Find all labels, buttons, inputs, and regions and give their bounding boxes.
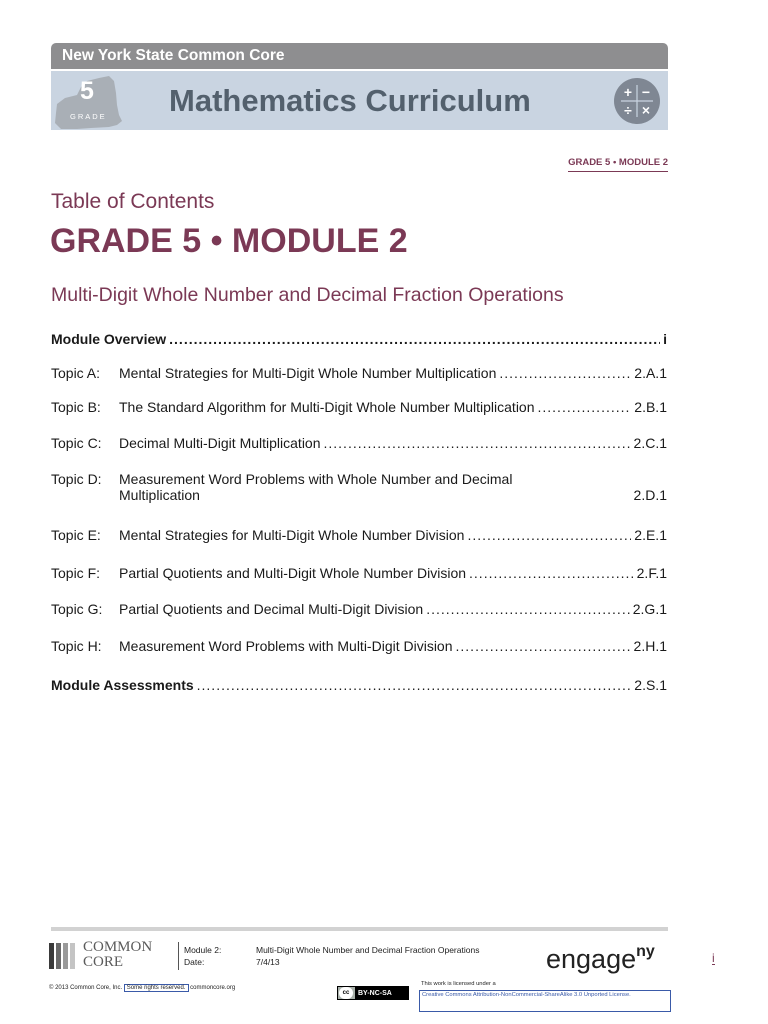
dot-leader: [324, 435, 631, 451]
dot-leader: [467, 527, 631, 543]
toc-entry-topic-b[interactable]: [51, 399, 667, 415]
date-label: Date:: [184, 957, 205, 967]
grade-word: GRADE: [70, 112, 107, 121]
dot-leader: [499, 365, 631, 381]
curriculum-banner: [51, 71, 668, 130]
toc-entry-title: Mental Strategies for Multi-Digit Whole Number Multiplication: [119, 365, 497, 381]
topic-id: Topic D:: [51, 471, 102, 487]
topic-id: Topic B:: [51, 399, 101, 415]
toc-entry-title: The Standard Algorithm for Multi-Digit Whole Number Multiplication: [119, 399, 535, 415]
common-core-wordmark: [83, 940, 152, 970]
curriculum-title: Mathematics Curriculum: [169, 83, 531, 118]
grade-module-heading: GRADE 5 • MODULE 2: [50, 222, 408, 260]
license-intro: This work is licensed under a: [421, 981, 496, 987]
toc-entry-title: Mental Strategies for Multi-Digit Whole Number Division: [119, 527, 465, 543]
toc-entry-page: 2.E.1: [634, 527, 667, 543]
dot-leader: [426, 601, 630, 617]
toc-entry-title: Partial Quotients and Decimal Multi-Digit Division: [119, 601, 424, 617]
topic-id: Topic H:: [51, 638, 102, 654]
toc-entry-module-overview[interactable]: [51, 331, 667, 347]
divide-symbol: ÷: [624, 102, 632, 118]
module-label: Module 2:: [184, 945, 222, 955]
topic-id: Topic C:: [51, 435, 102, 451]
cc-icon: cc: [339, 987, 353, 999]
toc-entry-page: 2.A.1: [634, 365, 667, 381]
engage-text: engage: [546, 944, 637, 974]
common-core-logo-icon: [49, 941, 81, 969]
copyright-text: © 2013 Common Core, Inc.: [49, 985, 123, 991]
toc-entry-title: Module Assessments: [51, 677, 194, 693]
module-value: Multi-Digit Whole Number and Decimal Fraction Operations: [256, 945, 480, 955]
toc-entry-page: 2.G.1: [632, 601, 667, 617]
toc-entry-title: Module Overview: [51, 331, 167, 347]
dot-leader: [456, 638, 631, 654]
logo-line1: COMMON: [83, 939, 153, 955]
module-subtitle: Multi-Digit Whole Number and Decimal Fraction Operations: [51, 284, 564, 306]
footer-divider: [51, 927, 668, 931]
times-symbol: ×: [641, 102, 651, 118]
engage-ny-text: ny: [636, 943, 655, 960]
toc-entry-topic-e[interactable]: [51, 527, 667, 543]
toc-entry-page: i: [663, 331, 667, 347]
dot-leader: [169, 331, 660, 347]
toc-entry-page: 2.D.1: [633, 487, 667, 503]
toc-entry-topic-h[interactable]: [51, 638, 667, 654]
license-link[interactable]: Creative Commons Attribution-NonCommercial-ShareAlike 3.0 Unported License.: [419, 990, 671, 1012]
math-operations-icon: [613, 77, 661, 125]
rights-link[interactable]: Some rights reserved.: [124, 984, 189, 992]
toc-entry-topic-a[interactable]: [51, 365, 667, 381]
toc-entry-title-line2: Multiplication: [119, 487, 200, 503]
footer-separator: [178, 942, 179, 970]
minus-symbol: −: [641, 84, 651, 100]
toc-entry-page: 2.F.1: [636, 565, 667, 581]
toc-entry-topic-g[interactable]: [51, 601, 667, 617]
logo-line2: CORE: [83, 954, 124, 970]
copyright-line: [49, 985, 235, 991]
toc-entry-title: Partial Quotients and Multi-Digit Whole Number Division: [119, 565, 467, 581]
toc-entry-topic-c[interactable]: [51, 435, 667, 451]
cc-terms: BY-NC-SA: [355, 987, 408, 999]
dot-leader: [469, 565, 634, 581]
toc-entry-module-assessments[interactable]: [51, 677, 667, 693]
toc-entry-topic-f[interactable]: [51, 565, 667, 581]
toc-entry-title-line1: Measurement Word Problems with Whole Number and Decimal: [119, 471, 513, 487]
toc-label: Table of Contents: [51, 190, 215, 213]
toc-entry-page: 2.B.1: [634, 399, 667, 415]
site-text: commoncore.org: [190, 985, 236, 991]
topic-id: Topic A:: [51, 365, 101, 381]
module-tag: GRADE 5 • MODULE 2: [568, 157, 668, 172]
toc-entry-title: Decimal Multi-Digit Multiplication: [119, 435, 321, 451]
date-value: 7/4/13: [256, 957, 280, 967]
engageny-logo: [546, 943, 655, 975]
dot-leader: [538, 399, 632, 415]
plus-symbol: +: [623, 84, 633, 100]
topic-id: Topic F:: [51, 565, 101, 581]
toc-entry-page: 2.S.1: [634, 677, 667, 693]
dot-leader: [197, 677, 632, 693]
toc-entry-title: Measurement Word Problems with Multi-Digit Division: [119, 638, 453, 654]
cc-license-badge[interactable]: [337, 986, 409, 1000]
toc-entry-page: 2.H.1: [633, 638, 667, 654]
topic-id: Topic E:: [51, 527, 101, 543]
curriculum-banner-label: New York State Common Core: [51, 43, 668, 69]
grade-number: 5: [80, 77, 94, 105]
toc-entry-topic-d[interactable]: [51, 471, 667, 503]
topic-id: Topic G:: [51, 601, 103, 617]
page-number: i: [712, 951, 715, 965]
toc-entry-page: 2.C.1: [633, 435, 667, 451]
